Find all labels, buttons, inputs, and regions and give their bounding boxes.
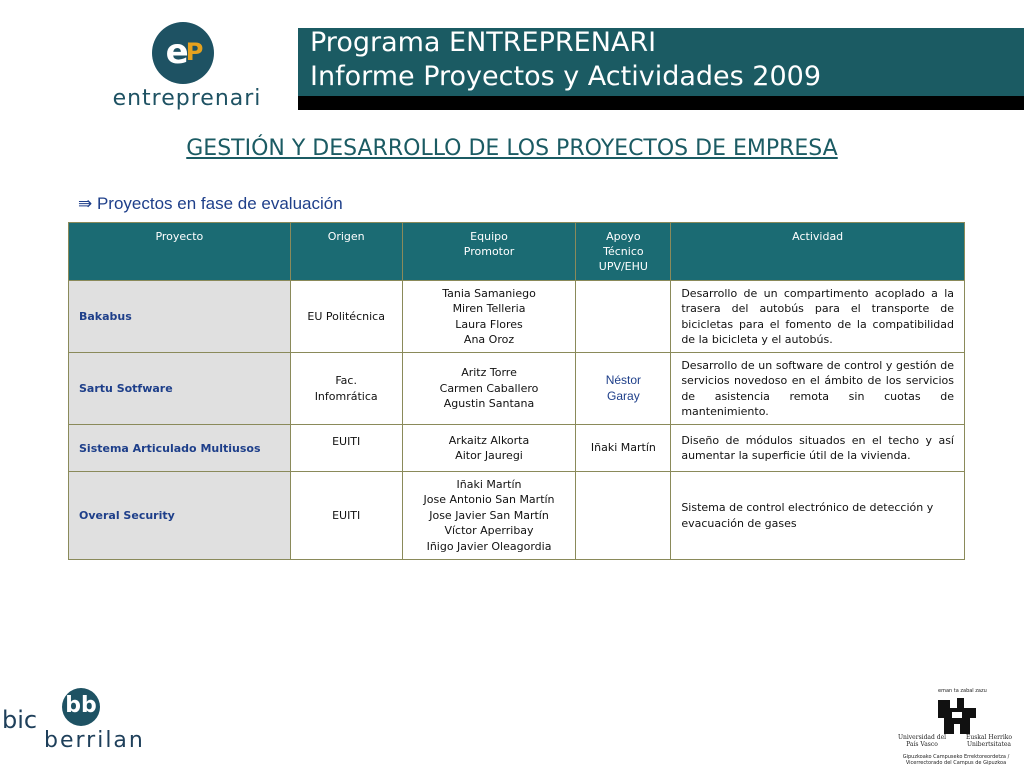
team-cell: Iñaki Martín Jose Antonio San Martín Jose Javier San Martín Víctor Aperribay Iñigo Javier Oleagordia bbox=[402, 472, 576, 560]
title-underbar bbox=[298, 96, 1024, 110]
col-header-origen: Origen bbox=[290, 223, 402, 281]
upv-ehu-logo bbox=[888, 688, 1024, 768]
origin-cell: EUITI bbox=[290, 425, 402, 472]
col-header-apoyo: Apoyo Técnico UPV/EHU bbox=[576, 223, 671, 281]
activity-cell: Sistema de control electrónico de detección y evacuación de gases bbox=[671, 472, 965, 560]
project-name: Overal Security bbox=[69, 472, 291, 560]
bic-wordmark: bic bbox=[2, 706, 38, 734]
support-cell: Iñaki Martín bbox=[576, 425, 671, 472]
berrilan-wordmark: berrilan bbox=[44, 728, 145, 753]
section-heading: GESTIÓN Y DESARROLLO DE LOS PROYECTOS DE EMPRESA bbox=[186, 136, 838, 161]
subheading: ⇛ Proyectos en fase de evaluación bbox=[78, 194, 343, 213]
table-header-row bbox=[69, 223, 965, 281]
activity-cell: Desarrollo de un software de control y gestión de servicios novedoso en el ámbito de los servicios de asistencia remota sin cuotas de mantenimiento. bbox=[671, 353, 965, 425]
team-cell: Aritz Torre Carmen Caballero Agustin Santana bbox=[402, 353, 576, 425]
origin-cell: EU Politécnica bbox=[290, 281, 402, 353]
support-cell bbox=[576, 281, 671, 353]
ep-logo-mark: $e^P$ bbox=[152, 22, 214, 84]
upv-name-es: Universidad del País Vasco bbox=[897, 734, 947, 748]
project-name: Bakabus bbox=[69, 281, 291, 353]
team-cell: Tania Samaniego Miren Telleria Laura Flores Ana Oroz bbox=[402, 281, 576, 353]
team-cell: Arkaitz Alkorta Aitor Jauregi bbox=[402, 425, 576, 472]
upv-campus-line: Gipuzkoako Campuseko Errektoreordetza / Vicerrectorado del Campus de Gipuzkoa bbox=[902, 754, 1010, 766]
origin-cell: EUITI bbox=[290, 472, 402, 560]
upv-motto: eman ta zabal zazu bbox=[938, 688, 987, 694]
table-row bbox=[69, 472, 965, 560]
activity-cell: Desarrollo de un compartimento acoplado a la trasera del autobús para el transporte de bicicletas para el fomento de la compatibilidad de la bicicleta y el autobús. bbox=[671, 281, 965, 353]
project-name: Sartu Sotfware bbox=[69, 353, 291, 425]
col-header-equipo: Equipo Promotor bbox=[402, 223, 576, 281]
projects-table bbox=[68, 222, 965, 560]
table-row bbox=[69, 353, 965, 425]
col-header-actividad: Actividad bbox=[671, 223, 965, 281]
bb-logo-mark: bb bbox=[62, 688, 100, 726]
activity-cell: Diseño de módulos situados en el techo y así aumentar la superficie útil de la vivienda. bbox=[671, 425, 965, 472]
bic-berrilan-logo bbox=[0, 688, 190, 752]
support-cell: Néstor Garay bbox=[576, 353, 671, 425]
entreprenari-logo bbox=[94, 22, 280, 114]
logo-wordmark: entreprenari bbox=[112, 86, 262, 111]
title-banner bbox=[298, 28, 1024, 96]
table-row bbox=[69, 425, 965, 472]
project-name: Sistema Articulado Multiusos bbox=[69, 425, 291, 472]
upv-emblem-icon bbox=[930, 694, 984, 738]
upv-name-eu: Euskal Herriko Unibertsitatea bbox=[965, 734, 1013, 748]
program-title: Programa ENTREPRENARI bbox=[310, 27, 657, 58]
origin-cell: Fac. Infomrática bbox=[290, 353, 402, 425]
support-cell bbox=[576, 472, 671, 560]
table-row bbox=[69, 281, 965, 353]
col-header-proyecto: Proyecto bbox=[69, 223, 291, 281]
report-title: Informe Proyectos y Actividades 2009 bbox=[310, 61, 822, 92]
